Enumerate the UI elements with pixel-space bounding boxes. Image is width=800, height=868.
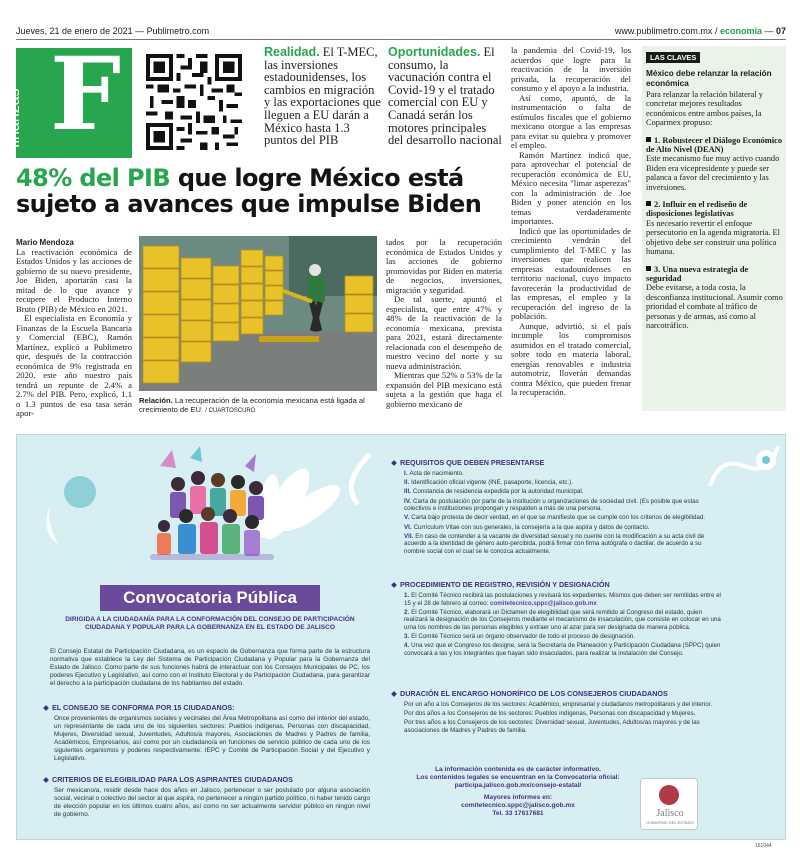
section-heading-procedure (392, 580, 722, 589)
key-point-title: 1. Robustecer el Diálogo Económico de Alto Nivel (DEAN) (646, 135, 783, 155)
citizens-group-illustration (40, 444, 380, 584)
section-heading-text: DURACIÓN EL ENCARGO HONORÍFICO DE LOS CONSEJEROS CIUDADANOS (400, 689, 668, 698)
article-column-c (511, 46, 631, 398)
duration-item: Por tres años a los Consejeros de los sectores: Diversidad sexual, Juventudes, Adultos/as mayores y de las asociaciones de Madres y Padres de familia. (404, 719, 700, 734)
footer-phone: Tel. 33 17617681 (492, 810, 544, 818)
article-column-b (386, 238, 502, 409)
diamond-bullet-icon (43, 777, 49, 783)
header-section: economía (719, 26, 762, 36)
bullet-square-icon (646, 266, 651, 271)
article-paragraph: Aunque, advirtió, si el país incumple los compromisos asumidos en el tratado comercial, sobre todo en materia laboral, energías renovables e industria automotriz, lloverán demandas contra México, que pueden frenar la recuperación. (511, 320, 631, 397)
official-notice-link[interactable]: participa.jalisco.gob.mx/consejo-estatal/ (454, 782, 582, 790)
lead-text-reality: El T-MEC, las inversiones estadounidenses, los cambios en migración y las exportaciones que lleguen a EU darán a México hasta 1.3 puntos del PIB (264, 45, 381, 148)
bullet-square-icon (646, 137, 651, 142)
item-number: 1. (404, 592, 410, 599)
procedure-item (404, 633, 722, 641)
lead-column-opportunities (388, 46, 502, 147)
key-points-tag: LAS CLAVES (646, 52, 700, 63)
item-number: 3. (404, 633, 410, 641)
requirement-item (404, 524, 722, 532)
item-text: Carta de postulación por parte de la institución u organizaciones de sociedad civil. (Es posible que estas colectivos e instituciones propongan y respalden a más de una persona. (404, 497, 699, 513)
key-point-item (646, 265, 783, 331)
diamond-bullet-icon (391, 691, 397, 697)
key-point-text: Debe evitarse, a toda costa, la desconfianza institucional. Asumir como prioridad el combate al tráfico de personas y de armas, así como al narcotráfico. (646, 283, 783, 330)
item-number: IV. (404, 497, 411, 505)
article-paragraph: Indicó que las oportunidades de crecimiento vendrán del cumplimiento del T-MEC y las inversiones que realicen las empresas estadounidenses en territorio nacional, cuyo impacto favorecerán la productividad de las empresas, el empleo y la recuperación del ingreso de la población. (511, 225, 631, 321)
procedure-item (404, 642, 722, 657)
section-heading-text: PROCEDIMIENTO DE REGISTRO, REVISIÓN Y DESIGNACIÓN (400, 580, 610, 589)
article-paragraph: El especialista en Economía y Finanzas de la Escuela Bancaria y Comercial (EBC), Ramón Martínez, explicó a Publimetro que, después de la contracción económica de 9% registrada en 2020, este año nuestro país tendrá un repunte de 2.4% a 2.7% del PIB. Pero, explicó, 1.1 o 1.3 puntos de esa tasa serán apor- (16, 313, 132, 418)
requirement-item (404, 533, 722, 556)
header-right: www.publimetro.com.mx / economía — 07 (614, 26, 786, 36)
duration-item: Por dos años a los Consejeros de los sectores: Pueblos indígenas, Personas con discapacidad y Mujeres. (404, 710, 696, 718)
item-text: Acta de nacimiento. (409, 470, 464, 477)
key-point-text: Es necesario revertir el enfoque persecutorio en la agenda migratoria. El objetivo debe ser construir una política humana. (646, 218, 780, 257)
article-author: Mario Mendoza (16, 238, 74, 247)
header-paper: Publimetro.com (146, 26, 210, 36)
item-number: VI. (404, 523, 412, 531)
key-points-intro: Para relanzar la relación bilateral y concretar mejores resultados económicos entre ambos países, la Coparmex propuso: (646, 90, 763, 128)
lead-keyword-reality: Realidad. (264, 45, 320, 59)
headline (16, 165, 506, 217)
section-heading-text: CRITERIOS DE ELEGIBILIDAD PARA LOS ASPIRANTES CIUDADANOS (52, 775, 293, 784)
contact-email-link[interactable]: comitetecnico.sppc@jalisco.gob.mx (490, 599, 597, 607)
requirement-item (404, 470, 722, 478)
bullet-square-icon (646, 201, 651, 206)
key-point-text: Este mecanismo fue muy activo cuando Biden era vicepresidente y puede ser palanca a favor del crecimiento y las inversiones. (646, 154, 780, 192)
caption-text: La recuperación de la economía mexicana está ligada al crecimiento de EU. (139, 396, 365, 414)
key-points-box (642, 46, 786, 411)
notice-subtitle: DIRIGIDA A LA CIUDADANÍA PARA LA CONFORMACIÓN DEL CONSEJO DE PARTICIPACIÓN CIUDADANA Y POPULAR PARA LA GOBERNANZA EN EL ESTADO DE JALISCO (65, 616, 355, 631)
lead-column-reality (264, 46, 382, 147)
article-paragraph: Mientras que 52% o 53% de la expansión del PIB mexicano está sujeta a la gestión que haga el gobierno mexicano de (386, 370, 502, 409)
qr-code-icon[interactable] (146, 54, 242, 150)
section-heading-duration (392, 689, 722, 698)
procedure-list (404, 592, 722, 659)
caption-credit: / CUARTOSCURO (205, 408, 256, 414)
requirement-item (404, 514, 722, 522)
header-page-number: 07 (775, 26, 786, 36)
section-heading-eligibility (44, 775, 364, 784)
key-point-title: 3. Una nueva estrategia de seguridad (646, 264, 749, 283)
footer-contact-label: Mayores informes en: (483, 793, 553, 801)
ad-code: 161044 (755, 843, 772, 849)
notice-intro: El Consejo Estatal de Participación Ciudadana, es un espacio de Gobernanza que forma parte de la estructura normativa que establece la Ley del Sistema de Participación Ciudadana y Popular para la Gobernanza del Estado de Jalisco. Como parte de sus funciones habrá de interactuar con los Consejos Municipales de PC, los poderes Ejecutivo y Legislativo, así como con el Instituto Electoral y de Participación Ciudadana, para garantizar el derecho a la participación ciudadana de los habitantes del estado. (50, 648, 370, 687)
item-text: En caso de contender a la vacante de diversidad sexual y no cuente con la modificación a su acta civil de acuerdo a la identidad de género auto-percibida, podrá firmar con firma autógrafa o dactilar, de acuerdo a su nombre social con el cual se le conozca actualmente. (404, 532, 705, 555)
section-heading-requirements (392, 458, 692, 467)
warehouse-crates-illustration (139, 236, 377, 391)
item-number: 4. (404, 642, 410, 650)
lead-text-opportunities: El consumo, la vacunación contra el Covid-19 y el tratado comercial con EU y Canadá serán los motores principales del desarrollo nacional (388, 45, 502, 148)
headline-rest: que logre México está sujeto a avances que impulse Biden (16, 164, 482, 218)
diamond-bullet-icon (391, 460, 397, 466)
section-heading-text: REQUISITOS QUE DEBEN PRESENTARSE (400, 458, 545, 467)
section-vertical-label: finanzas (6, 88, 23, 148)
item-text: El Comité Técnico será un órgano observador de todo el proceso de designación. (411, 633, 635, 641)
flower-decoration-icon (690, 436, 784, 492)
diamond-bullet-icon (391, 582, 397, 588)
item-text: El Comité Técnico recibirá las postulaciones y revisará los expedientes. Mismos que deben ser remitidas entre el 15 y el 28 de febrero al correo: (404, 592, 721, 607)
section-heading-text: EL CONSEJO SE CONFORMA POR 15 CIUDADANOS: (52, 703, 235, 712)
item-text: Constancia de residencia expedida por la autoridad municipal. (412, 488, 584, 496)
page-header (16, 24, 786, 40)
duration-list (404, 701, 722, 736)
procedure-item (404, 592, 722, 607)
notice-footer (400, 766, 636, 818)
header-site[interactable]: www.publimetro.com.mx (614, 26, 713, 36)
key-points-title: México debe relanzar la relación económica (646, 69, 772, 88)
section-initial-letter: F (50, 35, 121, 153)
requirement-item (404, 498, 722, 513)
requirements-list (404, 470, 722, 557)
item-number: VII. (404, 532, 414, 540)
header-left: Jueves, 21 de enero de 2021 — Publimetro.com (16, 26, 210, 36)
item-number: 2. (404, 608, 410, 616)
lead-keyword-opportunities: Oportunidades. (388, 45, 481, 59)
state-seal-icon (659, 785, 679, 805)
duration-item: Por un año a los Consejeros de los sectores: Académico, empresarial y ciudadanos metropolitanos y del interior. (404, 701, 713, 708)
notice-title: Convocatoria Pública (100, 585, 320, 611)
header-date: Jueves, 21 de enero de 2021 (16, 26, 133, 36)
item-number: II. (404, 479, 410, 487)
section-heading-council (44, 703, 364, 712)
article-paragraph: Así como, apuntó, de la instrumentación o falta de estímulos fiscales que el gobierno mexicano otorgue a las empresas para evitar su quiebra y promover el empleo. (511, 92, 631, 150)
article-column-a (16, 238, 132, 419)
article-paragraph: la pandemia del Covid-19, los acuerdos que logre para la reactivación de la inversión privada, la recuperación del consumo y el apoyo a la industria. (511, 45, 631, 93)
item-number: I. (404, 470, 408, 477)
logo-subtitle: GOBIERNO DEL ESTADO (646, 820, 694, 825)
article-paragraph: La reactivación económica de Estados Unidos y las acciones de gobierno de su nuevo presidente, Joe Biden, aportarán casi la mitad de lo que avance y recupere el Producto Interno Bruto (PIB) de México en 2021. (16, 246, 132, 314)
item-number: V. (404, 514, 410, 522)
headline-highlight: 48% del PIB (16, 164, 171, 192)
item-text: Identificación oficial vigente (INE, pasaporte, licencia, etc.). (411, 479, 573, 487)
item-text: Carta bajo protesta de decir verdad, en el que se manifieste que se cumple con los criterios de elegibilidad. (411, 514, 706, 522)
item-text: El Comité Técnico, elaborará un Dictamen de elegibilidad que será remitido al Congreso del estado, quien realizará la designación de los Consejeros mediante el mecanismo de insaculación, que consiste en colocar en una urna los nombres de las personas elegibles y extraer uno al azar para ser designada de manera pública. (404, 608, 721, 631)
footer-info-line: La información contenida es de carácter informativo. (435, 766, 601, 773)
article-paragraph: tados por la recuperación económica de Estados Unidos y las acciones de gobierno promovidas por Biden en materia de negocios, inversiones, migración y seguridad. (386, 237, 502, 295)
requirement-item (404, 479, 722, 487)
key-point-item (646, 136, 783, 192)
procedure-item (404, 609, 722, 632)
article-paragraph: Ramón Martínez indicó que, para aprovechar el potencial de recuperación económica de EU, México necesita "limar asperezas" con la administración de Joe Biden y poner atención en los temas verdaderamente importantes. (511, 149, 631, 226)
jalisco-government-logo (640, 778, 698, 830)
footer-email-link[interactable]: comitetecnico.sppc@jalisco.gob.mx (461, 801, 575, 809)
item-text: Una vez que el Congreso los designe, será la Secretaría de Planeación y Participación Ciudadana (SPPC) quien convocará a las y los integrantes que hayan sido insaculados, para realizar la instalación del Consejo. (404, 642, 721, 657)
photo-caption (139, 396, 377, 416)
diamond-bullet-icon (43, 705, 49, 711)
key-point-item (646, 200, 783, 256)
eligibility-criteria-text: Ser mexicano/a, residir desde hace dos años en Jalisco, pertenecer o ser postulado por alguna asociación social, vecinal o colectivo del sector al que aspira, no pertenecer a ningún partido político, ni haber tenido cargo de elección popular en los últimos cuatro años, así como no ser actualmente servidor público en ningún nivel de gobierno. (54, 787, 370, 818)
key-point-title: 2. Influir en el rediseño de disposiciones legislativas (646, 200, 748, 219)
requirement-item (404, 488, 722, 496)
logo-name: Jalisco (656, 808, 684, 819)
footer-legal-line: Los contenidos legales se encuentran en la Convocatoria oficial: (416, 774, 620, 782)
article-photo (139, 236, 377, 391)
item-text: Currículum Vitae con sus generales, la consejería a la que aspira y datos de contacto. (413, 523, 650, 531)
item-number: III. (404, 488, 411, 496)
caption-bold: Relación. (139, 396, 173, 405)
article-paragraph: De tal suerte, apuntó el especialista, que entre 47% y 48% de la reactivación de la economía mexicana, prevista para 2021, estará directamente relacionada con el desempeño de nuestro vecino del norte y su nueva administración. (386, 294, 502, 371)
section-label-block (6, 35, 132, 158)
council-composition-text: Once provenientes de organismos sociales y vecinales del Área Metropolitana así como del interior del estado, un representante de cada uno de los siguientes sectores: Pueblos indígenas, Personas con discapacidad, Mujeres, Diversidad sexual, Juventudes, Adultos/a mayores, Asociaciones de Madres y Padres de familia, Académicos, Empresarios, así como por un ciudadano/a en funciones de servicio público de cada uno de los siguientes organismos y poderes respectivamente: IEPC y Comité de Participación Social y del Ejecutivo y Legislativo. (54, 715, 370, 762)
